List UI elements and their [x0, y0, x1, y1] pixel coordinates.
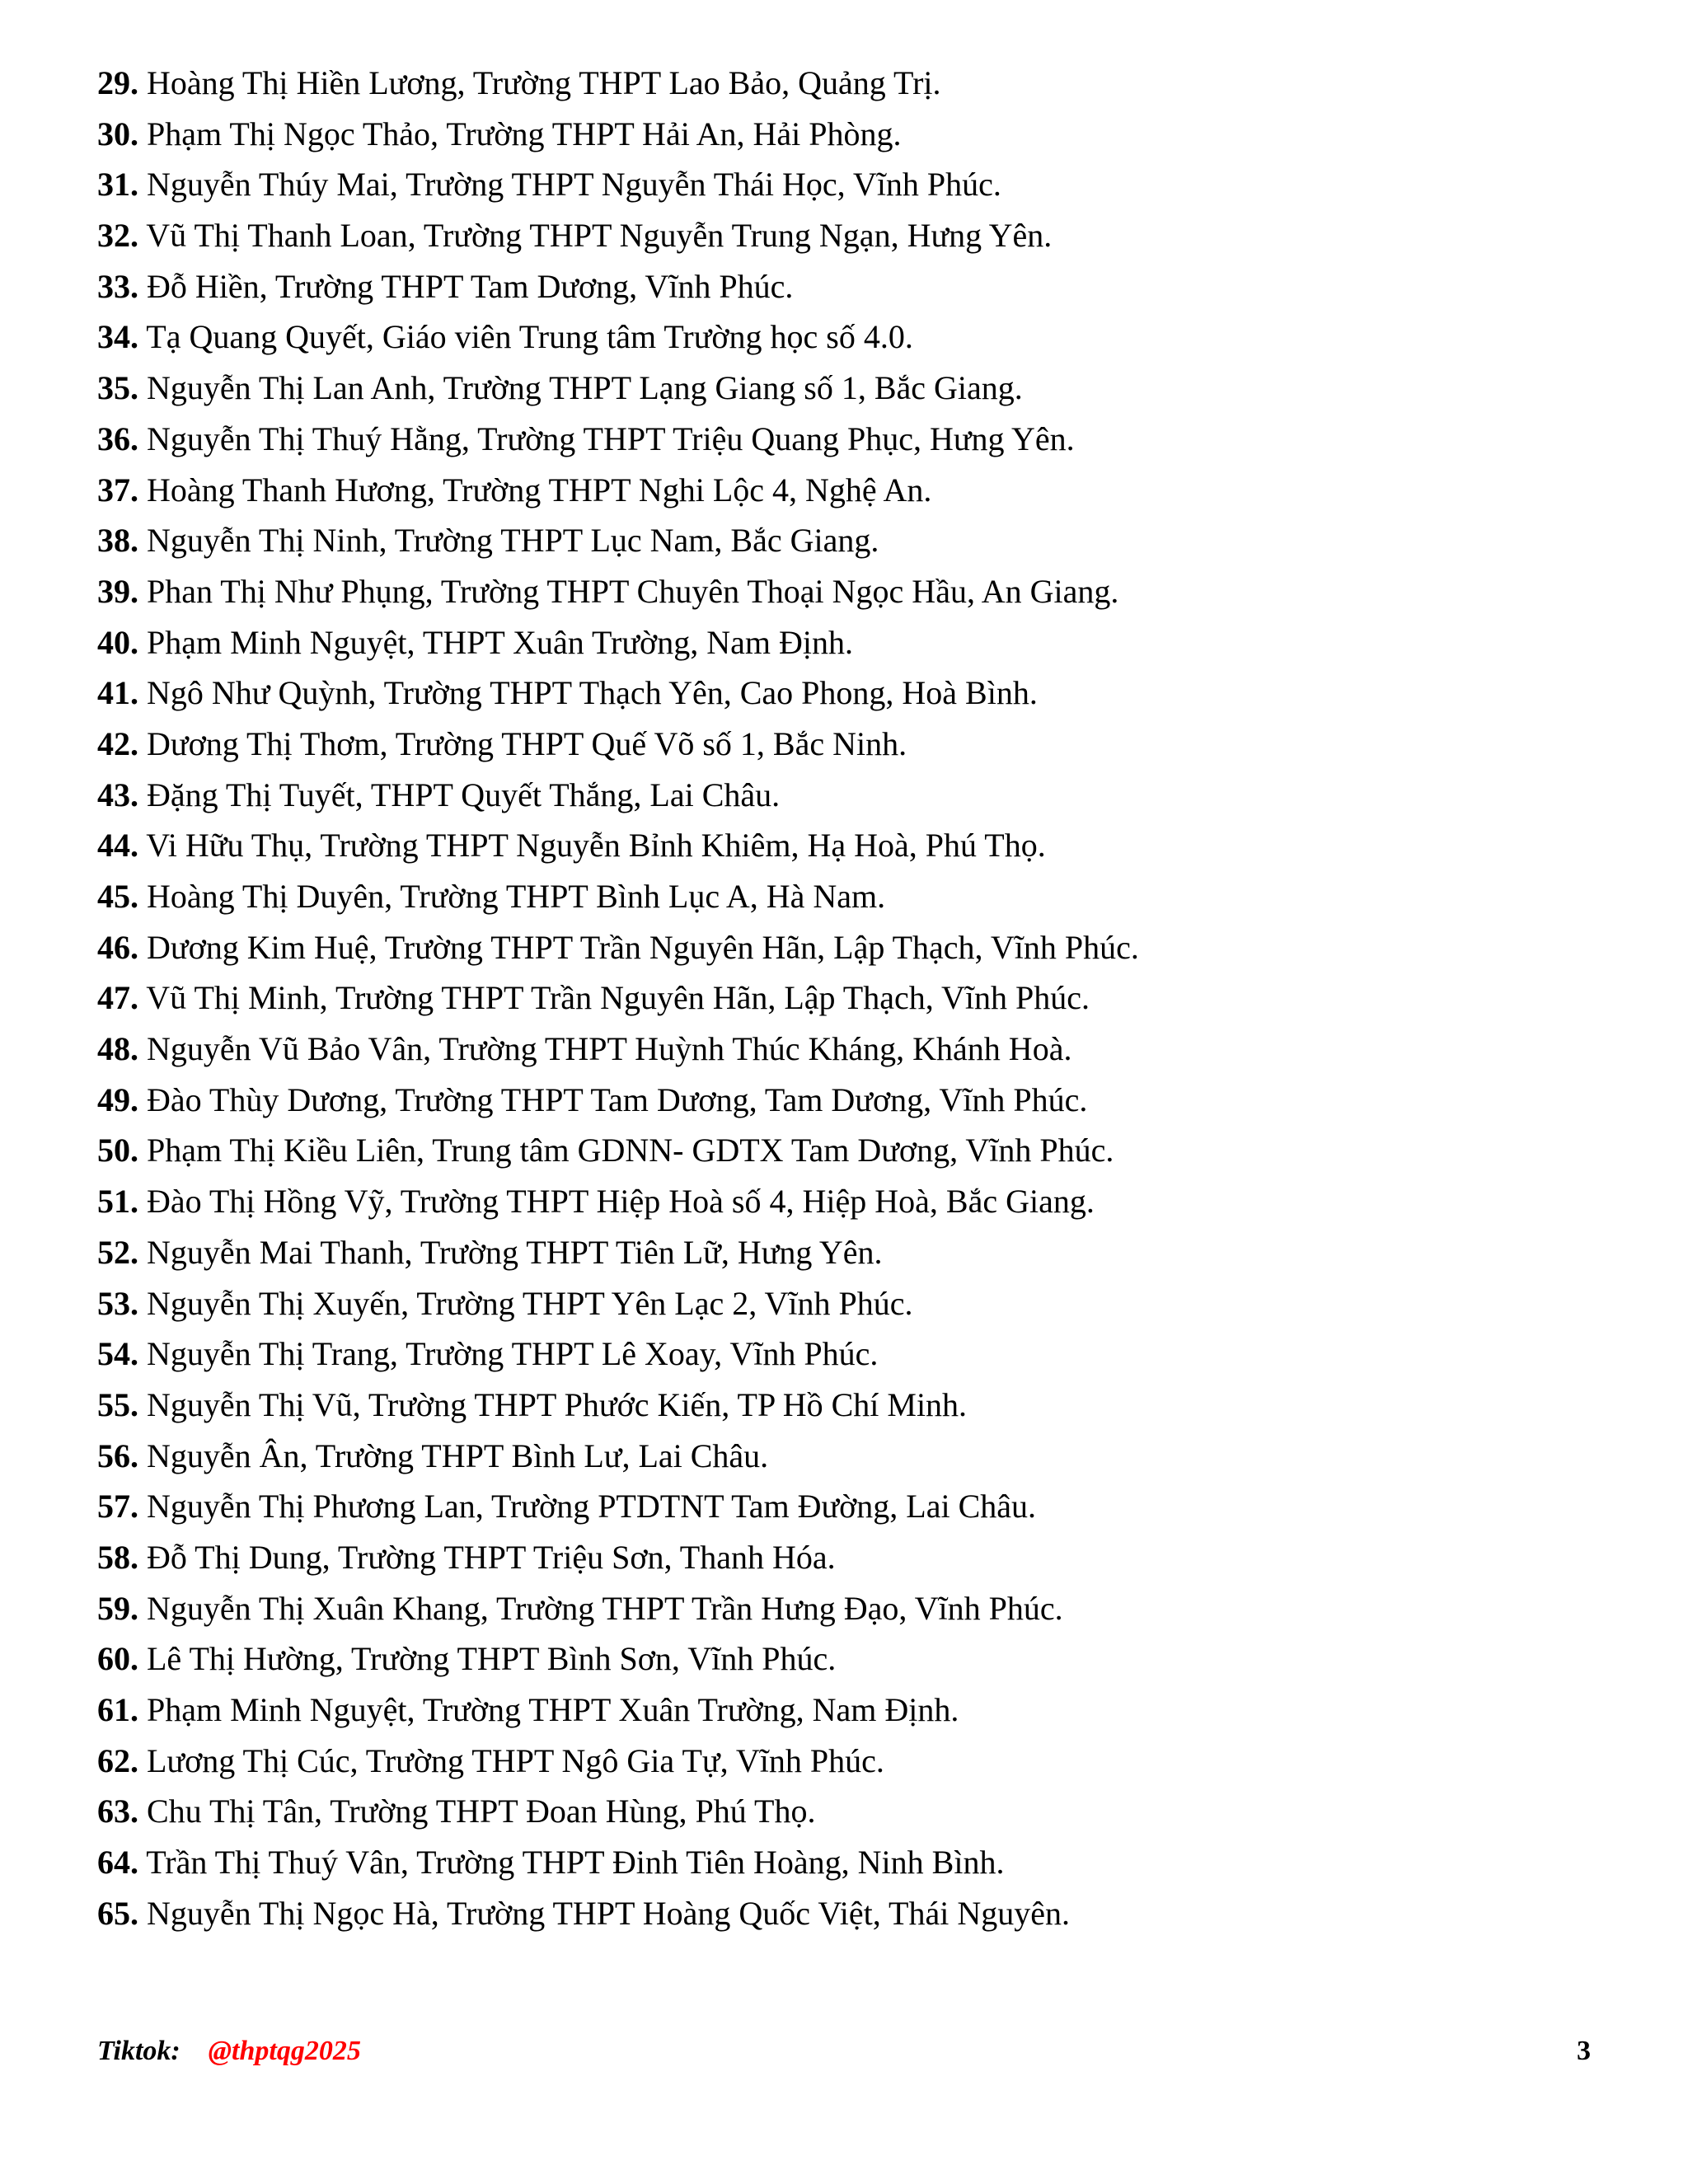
- item-text: Dương Thị Thơm, Trường THPT Quế Võ số 1, Bắc Ninh.: [147, 724, 907, 762]
- list-item: [97, 1125, 1630, 1176]
- item-text: Nguyễn Thị Ninh, Trường THPT Lục Nam, Bắc Giang.: [147, 522, 879, 560]
- item-text: Đào Thị Hồng Vỹ, Trường THPT Hiệp Hoà số 4, Hiệp Hoà, Bắc Giang.: [147, 1183, 1095, 1221]
- list-item: [97, 1532, 1630, 1583]
- list-item: [97, 566, 1630, 617]
- item-text: Đỗ Thị Dung, Trường THPT Triệu Sơn, Thanh Hóa.: [147, 1538, 836, 1576]
- list-item: [97, 414, 1630, 465]
- item-text: Nguyễn Thị Thuý Hằng, Trường THPT Triệu Quang Phục, Hưng Yên.: [147, 419, 1075, 457]
- item-text: Hoàng Thanh Hương, Trường THPT Nghi Lộc 4, Nghệ An.: [147, 471, 932, 509]
- item-number: 39.: [97, 572, 138, 610]
- item-number: 30.: [97, 115, 138, 152]
- item-text: Nguyễn Thị Lan Anh, Trường THPT Lạng Giang số 1, Bắc Giang.: [147, 369, 1023, 407]
- item-number: 35.: [97, 369, 138, 407]
- list-item: [97, 1176, 1630, 1227]
- list-item: [97, 1888, 1630, 1939]
- item-text: Dương Kim Huệ, Trường THPT Trần Nguyên Hãn, Lập Thạch, Vĩnh Phúc.: [147, 928, 1139, 966]
- item-text: Vũ Thị Minh, Trường THPT Trần Nguyên Hãn, Lập Thạch, Vĩnh Phúc.: [146, 979, 1090, 1017]
- item-number: 41.: [97, 674, 138, 712]
- list-item: [97, 363, 1630, 414]
- item-text: Đặng Thị Tuyết, THPT Quyết Thắng, Lai Châu.: [147, 776, 781, 813]
- list-item: [97, 1075, 1630, 1126]
- item-text: Nguyễn Vũ Bảo Vân, Trường THPT Huỳnh Thúc Kháng, Khánh Hoà.: [147, 1030, 1072, 1068]
- item-text: Hoàng Thị Hiền Lương, Trường THPT Lao Bảo, Quảng Trị.: [147, 64, 941, 101]
- list-item: [97, 1786, 1630, 1837]
- list-item: [97, 210, 1630, 261]
- item-text: Nguyễn Thị Phương Lan, Trường PTDTNT Tam Đường, Lai Châu.: [147, 1488, 1037, 1526]
- list-item: [97, 719, 1630, 770]
- item-number: 61.: [97, 1691, 138, 1728]
- list-item: [97, 820, 1630, 871]
- item-number: 63.: [97, 1793, 138, 1830]
- item-number: 50.: [97, 1132, 138, 1169]
- list-item: [97, 770, 1630, 821]
- list-item: [97, 58, 1630, 109]
- item-text: Nguyễn Thúy Mai, Trường THPT Nguyễn Thái Học, Vĩnh Phúc.: [147, 166, 1001, 204]
- item-number: 34.: [97, 318, 138, 356]
- item-text: Vũ Thị Thanh Loan, Trường THPT Nguyễn Trung Ngạn, Hưng Yên.: [146, 217, 1053, 255]
- list-item: [97, 871, 1630, 922]
- list-item: [97, 1380, 1630, 1431]
- item-text: Phạm Minh Nguyệt, THPT Xuân Trường, Nam Định.: [147, 623, 853, 661]
- item-number: 37.: [97, 471, 138, 509]
- list-item: [97, 668, 1630, 719]
- item-text: Lương Thị Cúc, Trường THPT Ngô Gia Tự, Vĩnh Phúc.: [147, 1741, 884, 1779]
- list-item: [97, 1837, 1630, 1888]
- item-text: Phạm Thị Ngọc Thảo, Trường THPT Hải An, Hải Phòng.: [147, 115, 902, 152]
- item-text: Lê Thị Hường, Trường THPT Bình Sơn, Vĩnh Phúc.: [147, 1640, 837, 1678]
- item-number: 47.: [97, 979, 138, 1017]
- item-text: Đỗ Hiền, Trường THPT Tam Dương, Vĩnh Phúc.: [147, 267, 794, 305]
- item-number: 32.: [97, 217, 138, 255]
- item-number: 65.: [97, 1894, 138, 1932]
- item-number: 60.: [97, 1640, 138, 1678]
- item-text: Nguyễn Thị Ngọc Hà, Trường THPT Hoàng Quốc Việt, Thái Nguyên.: [147, 1894, 1070, 1932]
- item-text: Phạm Minh Nguyệt, Trường THPT Xuân Trường, Nam Định.: [147, 1691, 959, 1728]
- footer-label: Tiktok:: [97, 2036, 181, 2066]
- list-item: [97, 972, 1630, 1024]
- item-text: Tạ Quang Quyết, Giáo viên Trung tâm Trường học số 4.0.: [146, 318, 913, 356]
- item-number: 40.: [97, 623, 138, 661]
- item-text: Hoàng Thị Duyên, Trường THPT Bình Lục A, Hà Nam.: [147, 878, 886, 915]
- list-item: [97, 1024, 1630, 1075]
- list-item: [97, 1227, 1630, 1278]
- item-number: 49.: [97, 1080, 138, 1118]
- list-item: [97, 1633, 1630, 1685]
- list-item: [97, 617, 1630, 668]
- list-item: [97, 1736, 1630, 1787]
- item-text: Phan Thị Như Phụng, Trường THPT Chuyên Thoại Ngọc Hầu, An Giang.: [147, 572, 1119, 610]
- item-number: 45.: [97, 878, 138, 915]
- item-number: 57.: [97, 1488, 138, 1526]
- item-text: Nguyễn Thị Trang, Trường THPT Lê Xoay, Vĩnh Phúc.: [147, 1335, 879, 1373]
- item-number: 62.: [97, 1741, 138, 1779]
- item-text: Nguyễn Thị Xuyến, Trường THPT Yên Lạc 2, Vĩnh Phúc.: [147, 1284, 913, 1322]
- contributor-list: [97, 58, 1630, 1938]
- item-number: 29.: [97, 64, 138, 101]
- item-text: Nguyễn Thị Xuân Khang, Trường THPT Trần Hưng Đạo, Vĩnh Phúc.: [147, 1589, 1063, 1627]
- list-item: [97, 312, 1630, 363]
- item-text: Chu Thị Tân, Trường THPT Đoan Hùng, Phú Thọ.: [147, 1793, 816, 1830]
- list-item: [97, 1685, 1630, 1736]
- list-item: [97, 261, 1630, 312]
- item-number: 38.: [97, 522, 138, 560]
- item-number: 55.: [97, 1385, 138, 1423]
- item-text: Đào Thùy Dương, Trường THPT Tam Dương, Tam Dương, Vĩnh Phúc.: [147, 1080, 1088, 1118]
- item-number: 64.: [97, 1844, 138, 1882]
- list-item: [97, 1481, 1630, 1532]
- page-number: 3: [1577, 2036, 1591, 2066]
- item-text: Vi Hữu Thụ, Trường THPT Nguyễn Bỉnh Khiêm, Hạ Hoà, Phú Thọ.: [146, 827, 1046, 865]
- item-number: 56.: [97, 1436, 138, 1474]
- item-number: 52.: [97, 1233, 138, 1271]
- item-number: 54.: [97, 1335, 138, 1373]
- list-item: [97, 109, 1630, 160]
- list-item: [97, 922, 1630, 973]
- list-item: [97, 1431, 1630, 1482]
- item-text: Nguyễn Ân, Trường THPT Bình Lư, Lai Châu.: [147, 1436, 769, 1474]
- item-number: 58.: [97, 1538, 138, 1576]
- item-text: Trần Thị Thuý Vân, Trường THPT Đinh Tiên Hoàng, Ninh Bình.: [146, 1844, 1005, 1882]
- item-text: Ngô Như Quỳnh, Trường THPT Thạch Yên, Cao Phong, Hoà Bình.: [147, 674, 1038, 712]
- item-text: Nguyễn Thị Vũ, Trường THPT Phước Kiến, TP Hồ Chí Minh.: [147, 1385, 968, 1423]
- list-item: [97, 1329, 1630, 1380]
- item-number: 33.: [97, 267, 138, 305]
- item-number: 48.: [97, 1030, 138, 1068]
- tiktok-handle: @thptqg2025: [208, 2036, 361, 2066]
- list-item: [97, 1278, 1630, 1329]
- item-number: 44.: [97, 827, 138, 865]
- item-text: Phạm Thị Kiều Liên, Trung tâm GDNN- GDTX Tam Dương, Vĩnh Phúc.: [147, 1132, 1114, 1169]
- item-number: 51.: [97, 1183, 138, 1221]
- item-number: 31.: [97, 166, 138, 204]
- item-number: 46.: [97, 928, 138, 966]
- item-number: 59.: [97, 1589, 138, 1627]
- item-number: 43.: [97, 776, 138, 813]
- item-text: Nguyễn Mai Thanh, Trường THPT Tiên Lữ, Hưng Yên.: [147, 1233, 883, 1271]
- item-number: 42.: [97, 724, 138, 762]
- list-item: [97, 465, 1630, 516]
- list-item: [97, 159, 1630, 210]
- item-number: 36.: [97, 419, 138, 457]
- list-item: [97, 515, 1630, 566]
- list-item: [97, 1583, 1630, 1634]
- footer-note: [97, 2036, 361, 2067]
- item-number: 53.: [97, 1284, 138, 1322]
